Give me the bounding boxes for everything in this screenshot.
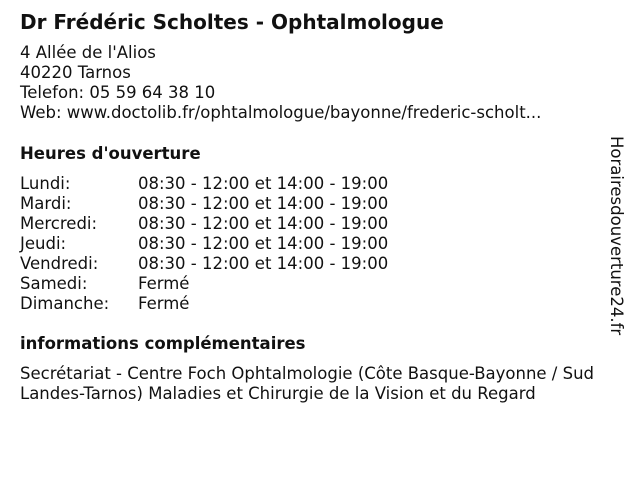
additional-info-text: Secrétariat - Centre Foch Ophtalmologie (Côte Basque-Bayonne / Sud Landes-Tarnos) Maladies et Chirurgie de la Vision et du Regard — [20, 364, 595, 403]
hours-day: Lundi: — [20, 174, 71, 193]
hours-row-friday — [20, 254, 388, 274]
opening-hours-heading: Heures d'ouverture — [20, 144, 201, 163]
address-block — [20, 43, 541, 123]
hours-day: Jeudi: — [20, 234, 67, 253]
street-address: 4 Allée de l'Alios — [20, 43, 156, 62]
hours-time: 08:30 - 12:00 et 14:00 - 19:00 — [138, 254, 389, 273]
hours-row-saturday — [20, 274, 388, 294]
city-address: 40220 Tarnos — [20, 63, 131, 82]
phone-number: Telefon: 05 59 64 38 10 — [20, 83, 216, 102]
hours-row-thursday — [20, 234, 388, 254]
hours-row-monday — [20, 174, 388, 194]
hours-time: 08:30 - 12:00 et 14:00 - 19:00 — [138, 234, 389, 253]
hours-day: Mercredi: — [20, 214, 98, 233]
page-title: Dr Frédéric Scholtes - Ophtalmologue — [20, 10, 444, 34]
hours-day: Vendredi: — [20, 254, 99, 273]
hours-time: Fermé — [138, 294, 190, 313]
hours-time: Fermé — [138, 274, 190, 293]
website-url: Web: www.doctolib.fr/ophtalmologue/bayonne/frederic-scholt... — [20, 103, 542, 122]
hours-day: Dimanche: — [20, 294, 110, 313]
hours-time: 08:30 - 12:00 et 14:00 - 19:00 — [138, 214, 389, 233]
hours-row-tuesday — [20, 194, 388, 214]
hours-row-sunday — [20, 294, 388, 314]
additional-info-heading: informations complémentaires — [20, 334, 306, 353]
hours-time: 08:30 - 12:00 et 14:00 - 19:00 — [138, 194, 389, 213]
site-watermark: Horairesdouverture24.fr — [607, 136, 626, 336]
opening-hours-table — [20, 174, 388, 314]
hours-day: Mardi: — [20, 194, 72, 213]
hours-time: 08:30 - 12:00 et 14:00 - 19:00 — [138, 174, 389, 193]
hours-row-wednesday — [20, 214, 388, 234]
hours-day: Samedi: — [20, 274, 88, 293]
